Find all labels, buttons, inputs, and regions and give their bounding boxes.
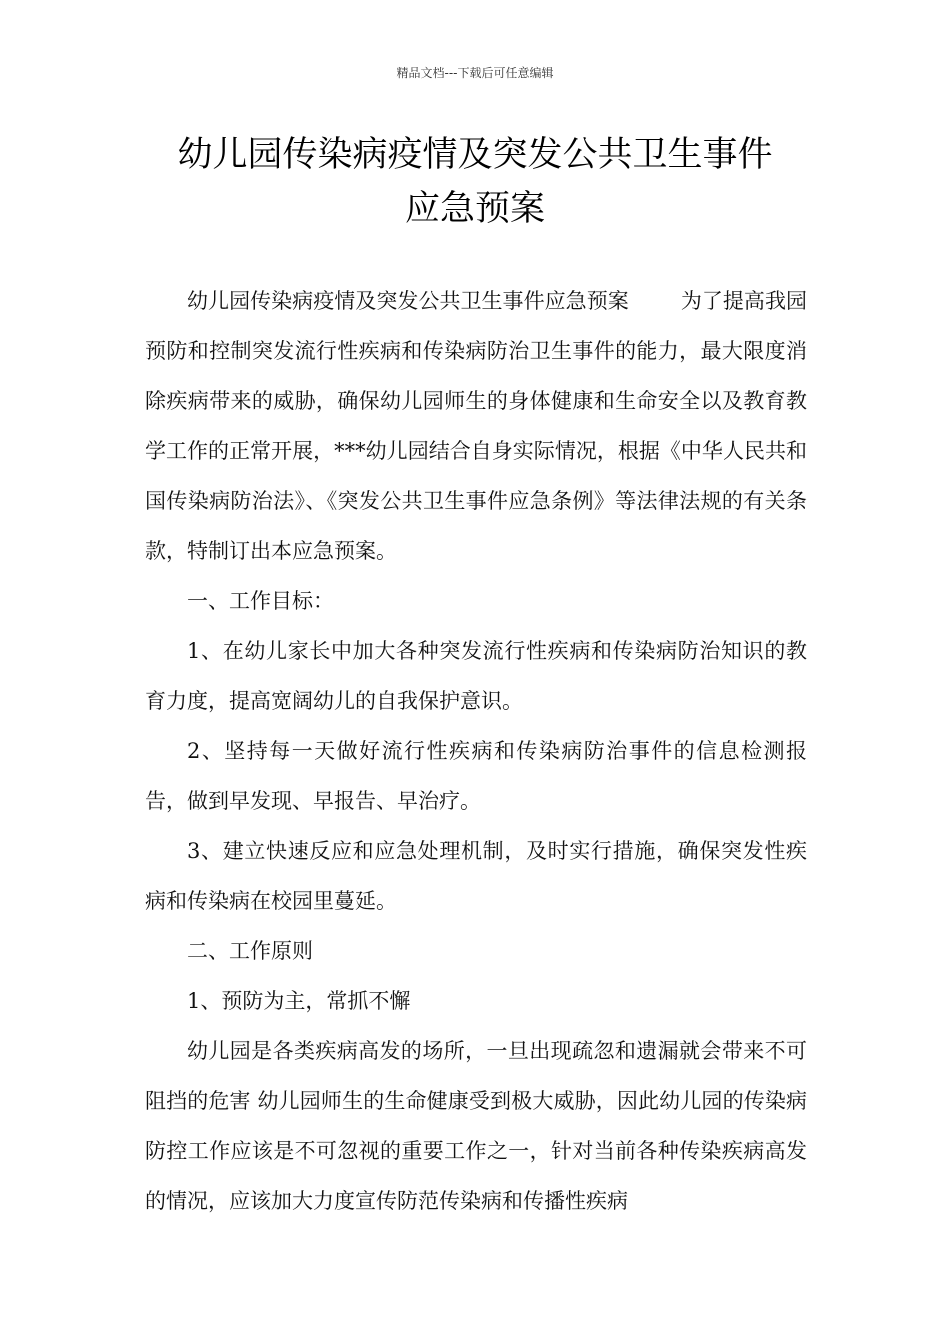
principle-item-1: 1、预防为主，常抓不懈: [187, 989, 411, 1013]
section-heading-goals: 一、工作目标：: [187, 589, 334, 613]
document-title: [100, 128, 850, 236]
goal-item-3: 3、建立快速反应和应急处理机制，及时实行措施，确保突发性疾病和传染病在校园里蔓延。: [145, 839, 807, 913]
goal-item-2: 2、坚持每一天做好流行性疾病和传染病防治事件的信息检测报告，做到早发现、早报告、早治疗。: [145, 739, 807, 813]
header-note: 精品文档---下载后可任意编辑: [396, 66, 554, 80]
document-body: [145, 276, 807, 1226]
intro-text: 为了提高我园预防和控制突发流行性疾病和传染病防治卫生事件的能力，最大限度消除疾病带来的威胁，确保幼儿园师生的身体健康和生命安全以及教育教学工作的正常开展，***幼儿园结合自身实际情况，根据《中华人民共和国传染病防治法》、《突发公共卫生事件应急条例》等法律法规的有关条款，特制订出本应急预案。: [145, 289, 808, 563]
intro-paragraph: [145, 276, 807, 576]
title-line-1: 幼儿园传染病疫情及突发公共卫生事件: [177, 135, 773, 175]
section-heading-principles: 二、工作原则: [187, 939, 313, 963]
intro-lead: 幼儿园传染病疫情及突发公共卫生事件应急预案: [187, 289, 629, 313]
principle-body-paragraph: 幼儿园是各类疾病高发的场所，一旦出现疏忽和遗漏就会带来不可阻挡的危害 幼儿园师生的生命健康受到极大威胁，因此幼儿园的传染病防控工作应该是不可忽视的重要工作之一，针对当前各种传染疾病高发的情况，应该加大力度宣传防范传染病和传播性疾病: [145, 1039, 807, 1213]
title-line-2: 应急预案: [404, 189, 545, 229]
goal-item-1: 1、在幼儿家长中加大各种突发流行性疾病和传染病防治知识的教育力度，提高宽阔幼儿的自我保护意识。: [145, 639, 807, 713]
